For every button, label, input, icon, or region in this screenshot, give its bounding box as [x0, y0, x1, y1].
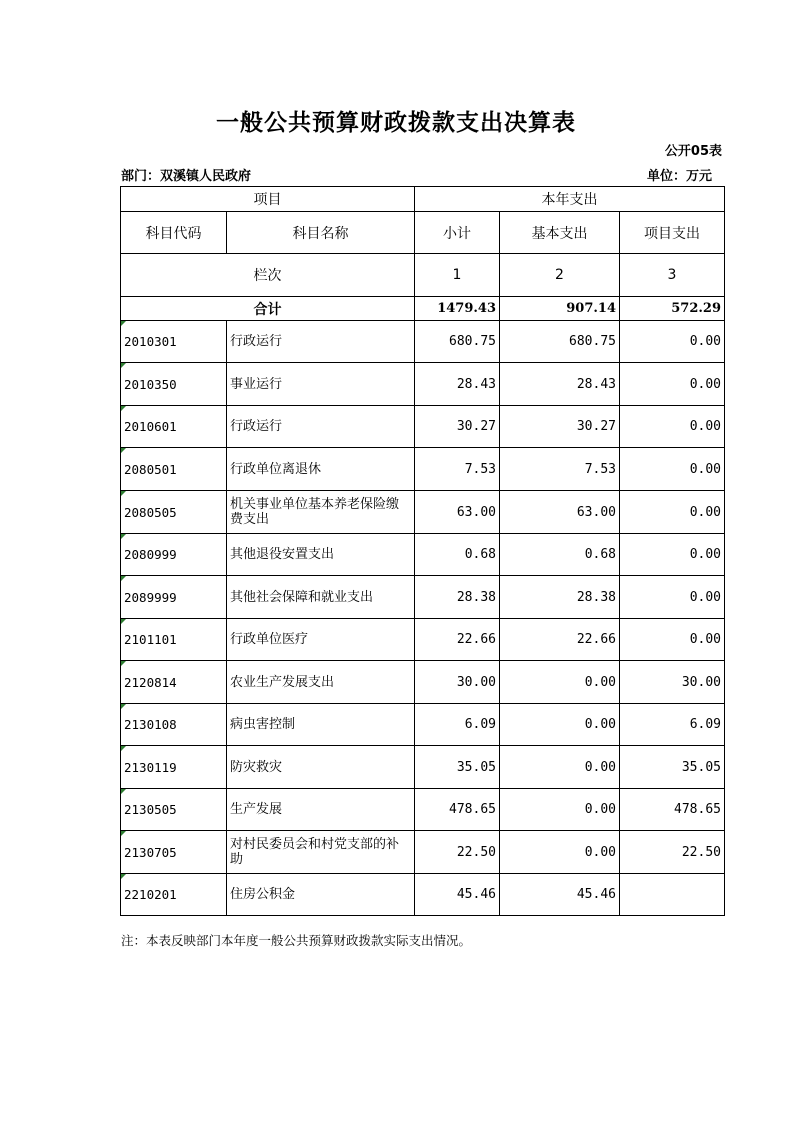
header-basic: 基本支出 — [500, 212, 620, 254]
row-project — [620, 874, 725, 916]
total-subtotal: 1479.43 — [415, 297, 500, 321]
row-subtotal: 478.65 — [415, 789, 500, 831]
row-code: 2089999 — [121, 576, 227, 619]
form-number: 公开05表 — [664, 144, 722, 159]
row-project: 478.65 — [620, 789, 725, 831]
header-code: 科目代码 — [121, 212, 227, 254]
row-basic: 28.38 — [500, 576, 620, 619]
table-row — [121, 746, 725, 789]
row-basic: 0.68 — [500, 534, 620, 576]
table-row — [121, 491, 725, 534]
expenditure-table — [120, 186, 725, 916]
row-basic: 30.27 — [500, 406, 620, 448]
table-row — [121, 704, 725, 746]
row-code: 2010301 — [121, 321, 227, 363]
header-current-year: 本年支出 — [415, 187, 725, 212]
header-col1: 1 — [415, 254, 500, 297]
row-basic: 0.00 — [500, 746, 620, 789]
row-subtotal: 30.00 — [415, 661, 500, 704]
table-row — [121, 831, 725, 874]
row-code: 2130705 — [121, 831, 227, 874]
row-subtotal: 63.00 — [415, 491, 500, 534]
row-subtotal: 22.66 — [415, 619, 500, 661]
row-project: 22.50 — [620, 831, 725, 874]
row-code: 2130505 — [121, 789, 227, 831]
row-code: 2080999 — [121, 534, 227, 576]
department-label: 部门：双溪镇人民政府 — [121, 169, 252, 184]
row-subtotal: 0.68 — [415, 534, 500, 576]
table-row — [121, 363, 725, 406]
row-name: 病虫害控制 — [227, 704, 415, 746]
row-project: 35.05 — [620, 746, 725, 789]
row-name: 对村民委员会和村党支部的补助 — [227, 831, 415, 874]
row-project: 0.00 — [620, 576, 725, 619]
table-row — [121, 789, 725, 831]
row-basic: 0.00 — [500, 704, 620, 746]
total-project: 572.29 — [620, 297, 725, 321]
footnote: 注：本表反映部门本年度一般公共预算财政拨款实际支出情况。 — [121, 933, 472, 948]
row-code: 2080505 — [121, 491, 227, 534]
row-code: 2010601 — [121, 406, 227, 448]
row-code: 2010350 — [121, 363, 227, 406]
table-row — [121, 874, 725, 916]
row-subtotal: 680.75 — [415, 321, 500, 363]
row-subtotal: 6.09 — [415, 704, 500, 746]
row-name: 行政运行 — [227, 321, 415, 363]
row-subtotal: 22.50 — [415, 831, 500, 874]
row-name: 机关事业单位基本养老保险缴费支出 — [227, 491, 415, 534]
header-column-order: 栏次 — [121, 254, 415, 297]
row-basic: 22.66 — [500, 619, 620, 661]
row-code: 2120814 — [121, 661, 227, 704]
table-row — [121, 576, 725, 619]
header-col2: 2 — [500, 254, 620, 297]
header-name: 科目名称 — [227, 212, 415, 254]
total-basic: 907.14 — [500, 297, 620, 321]
row-subtotal: 28.43 — [415, 363, 500, 406]
row-name: 其他退役安置支出 — [227, 534, 415, 576]
row-basic: 0.00 — [500, 661, 620, 704]
row-code: 2210201 — [121, 874, 227, 916]
table-row — [121, 448, 725, 491]
header-col3: 3 — [620, 254, 725, 297]
row-name: 其他社会保障和就业支出 — [227, 576, 415, 619]
row-project: 0.00 — [620, 363, 725, 406]
row-name: 行政单位医疗 — [227, 619, 415, 661]
row-name: 住房公积金 — [227, 874, 415, 916]
row-basic: 45.46 — [500, 874, 620, 916]
header-row-order — [121, 254, 725, 297]
row-subtotal: 35.05 — [415, 746, 500, 789]
table-row — [121, 321, 725, 363]
row-name: 农业生产发展支出 — [227, 661, 415, 704]
row-subtotal: 7.53 — [415, 448, 500, 491]
row-name: 防灾救灾 — [227, 746, 415, 789]
row-project: 0.00 — [620, 491, 725, 534]
header-row-top — [121, 187, 725, 212]
row-code: 2130119 — [121, 746, 227, 789]
row-name: 行政运行 — [227, 406, 415, 448]
total-row — [121, 297, 725, 321]
row-name: 事业运行 — [227, 363, 415, 406]
row-project: 0.00 — [620, 406, 725, 448]
row-project: 0.00 — [620, 321, 725, 363]
page-title: 一般公共预算财政拨款支出决算表 — [216, 110, 576, 136]
row-subtotal: 30.27 — [415, 406, 500, 448]
table-row — [121, 406, 725, 448]
row-code: 2130108 — [121, 704, 227, 746]
table-row — [121, 534, 725, 576]
header-row-columns — [121, 212, 725, 254]
header-subtotal: 小计 — [415, 212, 500, 254]
header-item: 项目 — [121, 187, 415, 212]
row-subtotal: 28.38 — [415, 576, 500, 619]
row-basic: 63.00 — [500, 491, 620, 534]
table-row — [121, 619, 725, 661]
unit-label: 单位：万元 — [646, 169, 712, 184]
row-basic: 7.53 — [500, 448, 620, 491]
row-code: 2101101 — [121, 619, 227, 661]
row-project: 0.00 — [620, 448, 725, 491]
row-subtotal: 45.46 — [415, 874, 500, 916]
row-name: 生产发展 — [227, 789, 415, 831]
table-row — [121, 661, 725, 704]
row-project: 0.00 — [620, 534, 725, 576]
row-project: 0.00 — [620, 619, 725, 661]
total-label: 合计 — [121, 297, 415, 321]
row-project: 30.00 — [620, 661, 725, 704]
header-project: 项目支出 — [620, 212, 725, 254]
row-name: 行政单位离退休 — [227, 448, 415, 491]
row-basic: 0.00 — [500, 789, 620, 831]
row-basic: 680.75 — [500, 321, 620, 363]
row-basic: 28.43 — [500, 363, 620, 406]
row-basic: 0.00 — [500, 831, 620, 874]
row-code: 2080501 — [121, 448, 227, 491]
row-project: 6.09 — [620, 704, 725, 746]
